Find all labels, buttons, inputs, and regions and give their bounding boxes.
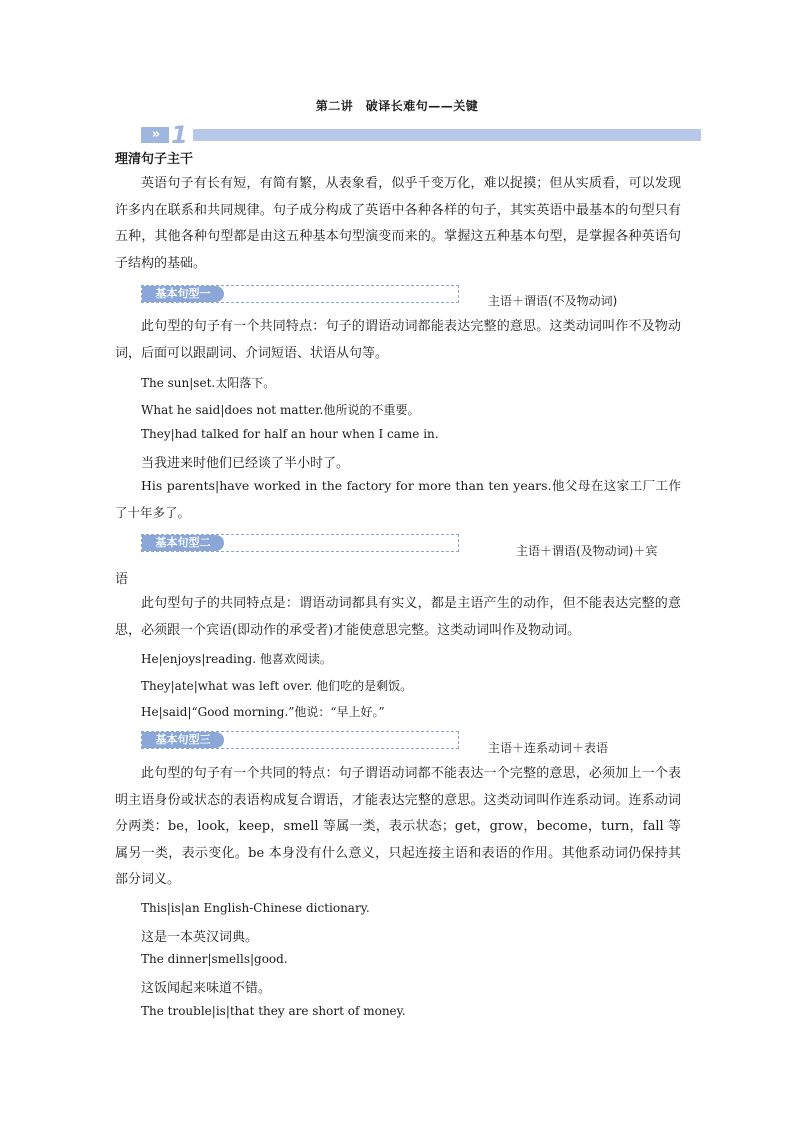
pattern-3-example-1: This|is|an English-Chinese dictionary. (141, 901, 370, 915)
section-heading: 理清句子主干 (115, 152, 194, 167)
pattern-1-tag: 基本句型一 (142, 286, 224, 302)
double-chevron-icon: » (141, 127, 169, 143)
page-title: 第二讲 破译长难句——关键 (315, 99, 479, 113)
pattern-2-example-2: They|ate|what was left over. 他们吃的是剩饭。 (141, 679, 413, 693)
section-banner (141, 121, 701, 149)
pattern-3-example-1-translation: 这是一本英汉词典。 (141, 930, 259, 945)
pattern-3-example-2: The dinner|smells|good. (141, 952, 288, 966)
pattern-3-example-3: The trouble|is|that they are short of money. (141, 1004, 406, 1018)
pattern-2-tag: 基本句型二 (142, 535, 224, 551)
pattern-2-example-3: He|said|“Good morning.”他说：“早上好。” (141, 705, 385, 719)
pattern-2-formula: 主语＋谓语(及物动词)＋宾 (516, 544, 658, 558)
pattern-3-formula: 主语＋连系动词＋表语 (488, 741, 609, 755)
pattern-1-description: 此句型的句子有一个共同特点：句子的谓语动词都能表达完整的意思。这类动词叫作不及物动词，后面可以跟副词、介词短语、状语从句等。 (115, 319, 681, 361)
pattern-2-formula-continued: 语 (115, 572, 129, 587)
pattern-3-tag: 基本句型三 (142, 732, 224, 748)
pattern-1-example-3-translation: 当我进来时他们已经谈了半小时了。 (141, 456, 350, 471)
pattern-1-example-1: The sun|set.太阳落下。 (141, 376, 276, 390)
section-number: 1 (171, 121, 188, 149)
intro-paragraph: 英语句子有长有短，有简有繁，从表象看，似乎千变万化，难以捉摸；但从实质看，可以发现许多内在联系和共同规律。句子成分构成了英语中各种各样的句子，其实英语中最基本的句型只有五种，其他各种句型都是由这五种基本句型演变而来的。掌握这五种基本句型，是掌握各种英语句子结构的基础。 (115, 176, 681, 271)
pattern-3-example-2-translation: 这饭闻起来味道不错。 (141, 981, 272, 996)
pattern-1-example-2: What he said|does not matter.他所说的不重要。 (141, 403, 420, 417)
pattern-3-description: 此句型的句子有一个共同的特点：句子谓语动词都不能表达一个完整的意思，必须加上一个表明主语身份或状态的表语构成复合谓语，才能表达完整的意思。这类动词叫作连系动词。连系动词分两类：be，look，keep，smell 等属一类，表示状态；get，grow，become，turn，fall 等属另一类，表示变化。be 本身没有什么意义，只起连接主语和表语的作用。其他系动词仍保持其部分词义。 (115, 766, 681, 887)
pattern-1-formula: 主语＋谓语(不及物动词) (488, 294, 618, 308)
pattern-1-label (141, 285, 459, 303)
pattern-3-label (141, 731, 459, 749)
pattern-2-description: 此句型句子的共同特点是：谓语动词都具有实义，都是主语产生的动作，但不能表达完整的意思，必须跟一个宾语(即动作的承受者)才能使意思完整。这类动词叫作及物动词。 (115, 596, 681, 638)
section-banner-bar (193, 129, 701, 141)
pattern-1-example-3: They|had talked for half an hour when I came in. (141, 427, 439, 441)
pattern-2-label (141, 534, 459, 552)
pattern-1-example-4: His parents|have worked in the factory for more than ten years.他父母在这家工厂工作了十年多了。 (115, 478, 681, 520)
pattern-2-example-1: He|enjoys|reading. 他喜欢阅读。 (141, 652, 332, 666)
